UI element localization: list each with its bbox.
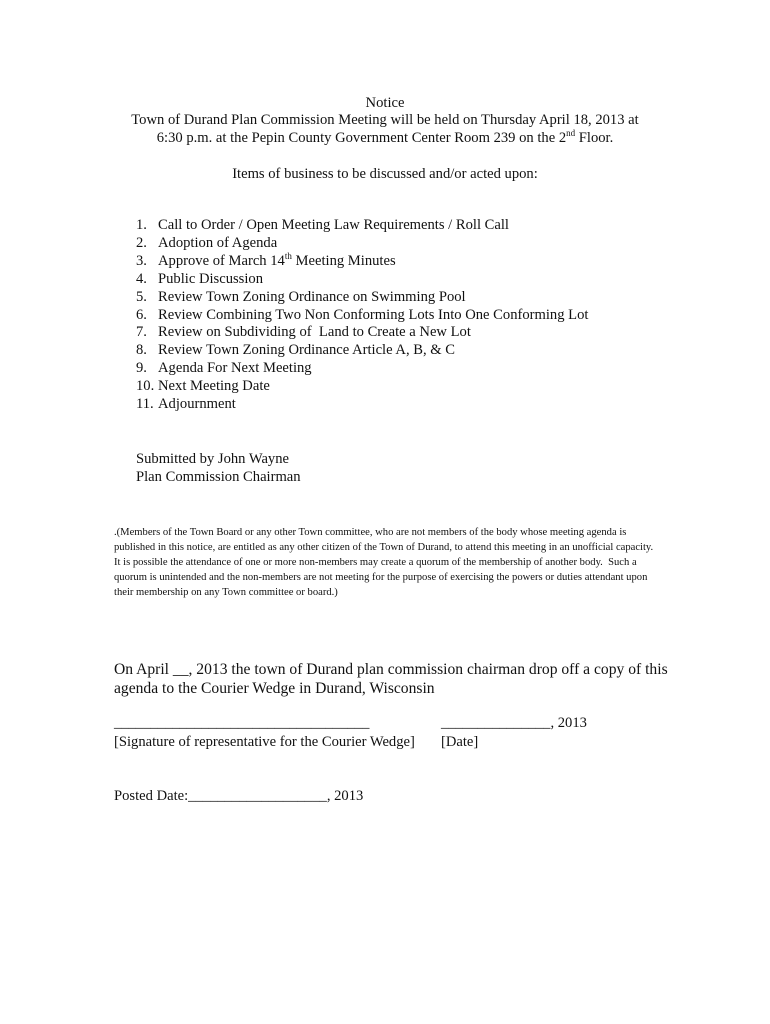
agenda-item — [114, 289, 588, 307]
delivery-line-1: On April __, 2013 the town of Durand plan commission chairman drop off a copy of this — [114, 661, 668, 678]
agenda-item-sup: th — [284, 250, 292, 261]
agenda-item-text: Review on Subdividing of Land to Create a New Lot — [158, 324, 471, 341]
notice-title: Notice — [365, 95, 405, 111]
agenda-item-text: Agenda For Next Meeting — [158, 360, 312, 377]
agenda-item — [114, 342, 588, 360]
agenda-item-text: Next Meeting Date — [158, 378, 270, 395]
agenda-item-text: Call to Order / Open Meeting Law Requirements / Roll Call — [158, 217, 509, 233]
submitter-title: Plan Commission Chairman — [136, 469, 301, 485]
agenda-item — [114, 250, 588, 271]
agenda-item — [114, 271, 588, 289]
agenda-item-number: 11. — [136, 396, 154, 413]
agenda-list — [114, 217, 588, 414]
submitted-by: Submitted by John Wayne — [136, 451, 289, 467]
agenda-item-text: Public Discussion — [158, 270, 263, 287]
disclaimer-text — [114, 525, 659, 600]
agenda-item-number: 1. — [136, 217, 147, 233]
posted-date: Posted Date:___________________, 2013 — [114, 788, 364, 804]
date-line: _______________, 2013 — [441, 715, 587, 731]
agenda-item-number: 3. — [136, 252, 147, 269]
agenda-item — [114, 378, 588, 396]
agenda-item-text: Adjournment — [158, 396, 236, 413]
items-heading: Items of business to be discussed and/or acted upon: — [232, 166, 538, 182]
agenda-item-number: 6. — [136, 306, 147, 323]
delivery-line-2: agenda to the Courier Wedge in Durand, Wisconsin — [114, 680, 435, 697]
agenda-item-text: Review Town Zoning Ordinance Article A, B, & C — [158, 342, 456, 359]
agenda-item-text: Adoption of Agenda — [158, 234, 278, 251]
notice-line-2-sup: nd — [566, 128, 576, 139]
agenda-item — [114, 235, 588, 253]
notice-line-2-end: Floor. — [575, 130, 614, 146]
agenda-item-text-start: Approve of March 14 — [158, 252, 285, 269]
agenda-item-text — [158, 250, 396, 271]
agenda-item-number: 9. — [136, 360, 147, 377]
agenda-item-number: 2. — [136, 234, 147, 251]
agenda-item — [114, 396, 588, 414]
notice-line-2 — [0, 129, 770, 147]
agenda-item-text: Review Town Zoning Ordinance on Swimming Pool — [158, 288, 466, 305]
agenda-item — [114, 217, 588, 235]
signature-line: ___________________________________ — [114, 715, 370, 731]
signature-label: [Signature of representative for the Courier Wedge] — [114, 734, 415, 750]
agenda-item — [114, 307, 588, 325]
agenda-item-number: 8. — [136, 342, 147, 359]
agenda-item-number: 5. — [136, 288, 147, 305]
agenda-item-number: 10. — [136, 378, 155, 395]
agenda-item-text-end: Meeting Minutes — [291, 252, 396, 269]
disclaimer-paragraph: .(Members of the Town Board or any other Town committee, who are not members of the body whose meeting agenda is published in this notice, are entitled as any other citizen of the Town of Durand, to attend this meeting in an unofficial capacity. It is possible the attendance of one or more non-members may create a quorum of the membership of another body. Such a quorum is unintended and the non-members are not meeting for the purpose of exercising the powers or duties attendant upon their membership on any Town committee or board.) — [114, 527, 659, 598]
agenda-item — [114, 360, 588, 378]
agenda-item-text: Review Combining Two Non Conforming Lots Into One Conforming Lot — [158, 306, 589, 323]
agenda-item-number: 4. — [136, 270, 147, 287]
date-label: [Date] — [441, 734, 479, 750]
notice-line-1: Town of Durand Plan Commission Meeting will be held on Thursday April 18, 2013 at — [131, 112, 639, 128]
agenda-item-number: 7. — [136, 324, 147, 341]
agenda-item — [114, 324, 588, 342]
notice-line-2-text: 6:30 p.m. at the Pepin County Government Center Room 239 on the 2 — [156, 130, 567, 146]
